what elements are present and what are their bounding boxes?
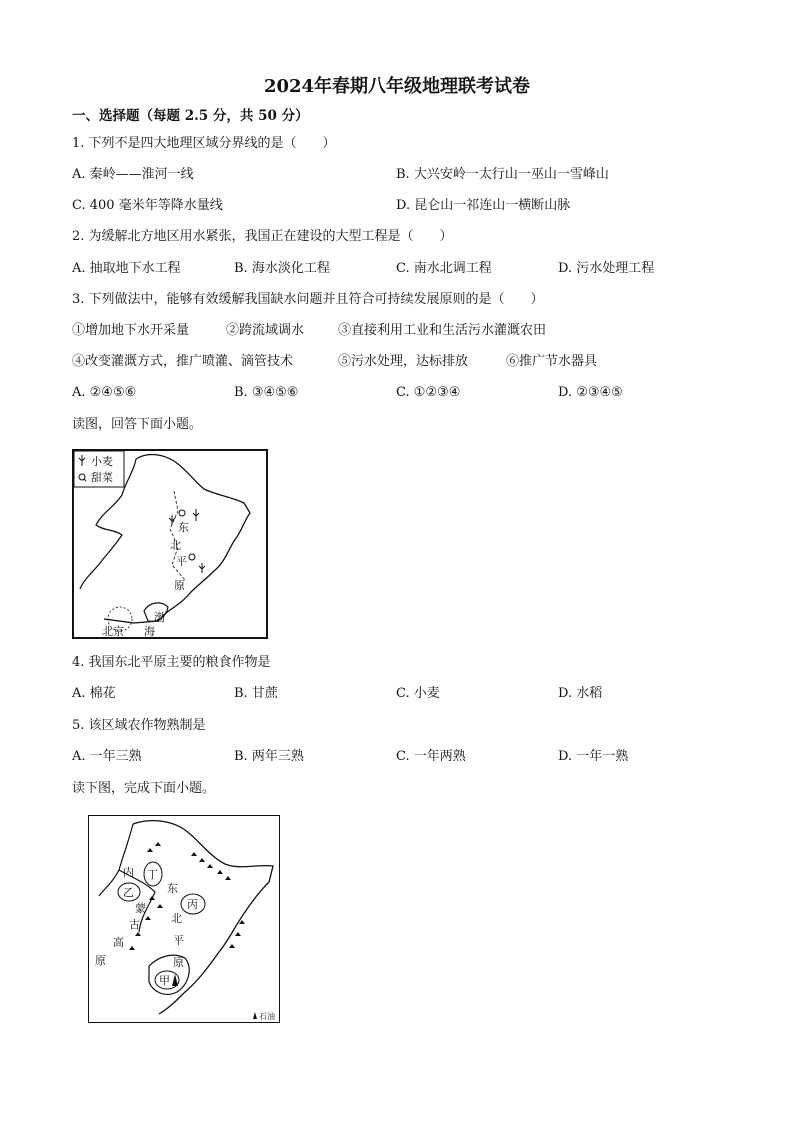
map-2-intro: 读下图，完成下面小题。 [72, 781, 216, 796]
map-label-yuan-west: 原 [95, 954, 106, 967]
question-5-option-b[interactable]: B. 两年三熟 [234, 749, 304, 764]
question-2-stem: 2. 为缓解北方地区用水紧张，我国正在建设的大型工程是（ ） [72, 229, 453, 244]
northeast-crop-map [72, 449, 268, 639]
question-5-option-c[interactable]: C. 一年两熟 [396, 749, 466, 764]
question-1-option-d[interactable]: D. 昆仑山一祁连山一横断山脉 [396, 198, 571, 213]
question-1-option-b[interactable]: B. 大兴安岭一太行山一巫山一雪峰山 [396, 167, 609, 182]
question-5-option-d[interactable]: D. 一年一熟 [558, 749, 629, 764]
question-4-stem: 4. 我国东北平原主要的粮食作物是 [72, 655, 271, 670]
question-5-stem: 5. 该区域农作物熟制是 [72, 718, 206, 733]
map-label-yi: 乙 [123, 886, 134, 899]
mountain-icon [129, 842, 245, 950]
question-4-option-c[interactable]: C. 小麦 [396, 686, 440, 701]
northeast-crop-map-drawing [74, 451, 266, 637]
question-4-option-a[interactable]: A. 棉花 [72, 686, 116, 701]
northeast-resource-map [88, 815, 280, 1023]
question-1-option-c[interactable]: C. 400 毫米年等降水量线 [72, 198, 223, 213]
map-label-yuan: 原 [174, 579, 185, 592]
question-3-item-2: ②跨流域调水 [226, 323, 305, 338]
map-label-ping: 平 [173, 934, 184, 947]
question-2-option-a[interactable]: A. 抽取地下水工程 [72, 261, 181, 276]
legend-beet-label: 甜菜 [91, 471, 113, 484]
question-2-option-d[interactable]: D. 污水处理工程 [558, 261, 655, 276]
question-3-item-3: ③直接利用工业和生活污水灌溉农田 [338, 323, 547, 338]
question-4-option-b[interactable]: B. 甘蔗 [234, 686, 278, 701]
page-title: 2024年春期八年级地理联考试卷 [263, 76, 531, 97]
region-outline [133, 821, 273, 1014]
map-label-beijing: 北京 [102, 625, 124, 637]
question-1-option-a[interactable]: A. 秦岭——淮河一线 [72, 167, 194, 182]
question-3-option-a[interactable]: A. ②④⑤⑥ [72, 385, 137, 400]
question-3-item-4: ④改变灌溉方式，推广喷灌、滴管技术 [72, 354, 294, 369]
map-label-ping: 平 [176, 555, 187, 568]
question-5-option-a[interactable]: A. 一年三熟 [72, 749, 142, 764]
northeast-resource-map-drawing [89, 816, 279, 1022]
map-label-bei: 北 [171, 912, 182, 925]
legend-oil-icon [253, 1012, 257, 1019]
map-label-meng: 蒙 [135, 902, 146, 915]
map-label-yuan-plain: 原 [173, 956, 184, 969]
map-label-ding: 丁 [147, 868, 158, 881]
question-3-item-1: ①增加地下水开采量 [72, 323, 190, 338]
map-label-jia: 甲 [159, 974, 170, 987]
map-beet-icon [179, 510, 195, 560]
map-label-bing: 丙 [187, 898, 198, 911]
map-label-gao: 高 [113, 936, 124, 949]
map-label-dong: 东 [167, 882, 178, 895]
question-3-stem: 3. 下列做法中，能够有效缓解我国缺水问题并且符合可持续发展原则的是（ ） [72, 292, 544, 307]
map-label-gu: 古 [129, 918, 140, 931]
question-3-option-b[interactable]: B. ③④⑤⑥ [234, 385, 299, 400]
question-3-option-d[interactable]: D. ②③④⑤ [558, 385, 623, 400]
question-4-option-d[interactable]: D. 水稻 [558, 686, 603, 701]
map-label-bo: 渤 [154, 611, 165, 624]
question-3-item-6: ⑥推广节水器具 [506, 354, 598, 369]
question-2-option-c[interactable]: C. 南水北调工程 [396, 261, 492, 276]
map-label-dong: 东 [178, 521, 189, 534]
question-3-option-c[interactable]: C. ①②③④ [396, 385, 461, 400]
map-1-intro: 读图，回答下面小题。 [72, 417, 203, 432]
question-1-stem: 1. 下列不是四大地理区域分界线的是（ ） [72, 136, 336, 151]
legend-oil-label: 石油 [259, 1012, 275, 1021]
question-2-option-b[interactable]: B. 海水淡化工程 [234, 261, 330, 276]
map-label-nei: 内 [123, 866, 134, 879]
legend-wheat-label: 小麦 [91, 455, 113, 468]
map-label-hai: 海 [144, 625, 155, 637]
section-heading: 一、选择题（每题 2.5 分，共 50 分） [72, 108, 309, 124]
question-3-item-5: ⑤污水处理，达标排放 [338, 354, 469, 369]
map-label-bei: 北 [170, 539, 181, 552]
